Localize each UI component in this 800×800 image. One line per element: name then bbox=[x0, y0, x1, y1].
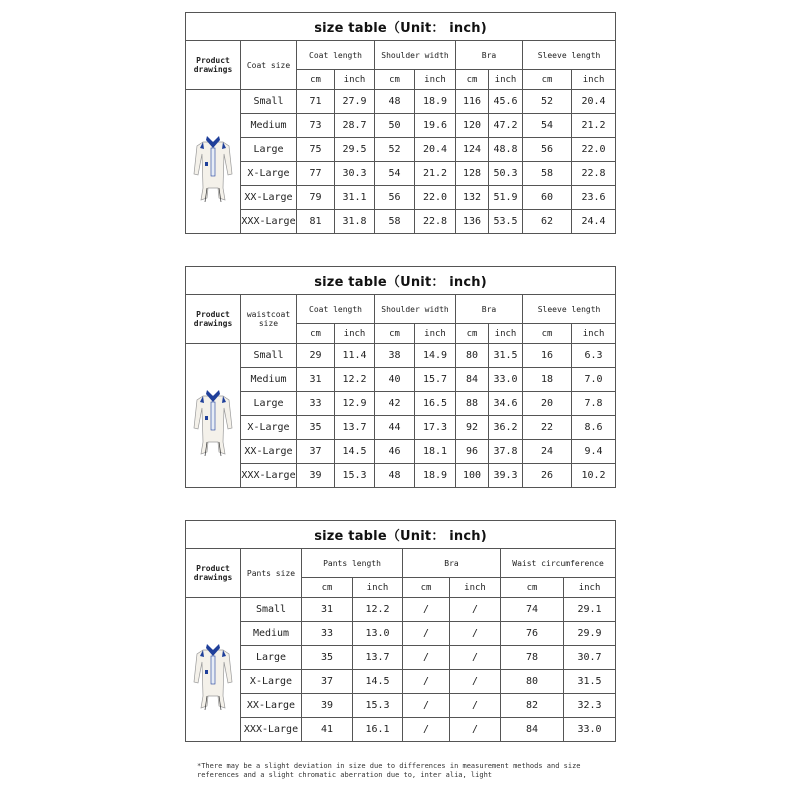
table-cell: 100 bbox=[456, 464, 489, 488]
group-header: Sleeve length bbox=[523, 41, 616, 70]
table-cell: 35 bbox=[297, 416, 335, 440]
jacket-image-icon bbox=[192, 372, 234, 460]
table-cell: 18.9 bbox=[415, 464, 456, 488]
table-title: size table（Unit： inch) bbox=[186, 13, 616, 41]
group-header: Shoulder width bbox=[375, 295, 456, 324]
table-cell: 60 bbox=[523, 186, 572, 210]
size-label: Small bbox=[241, 90, 297, 114]
table-cell: 20.4 bbox=[415, 138, 456, 162]
unit-header: cm bbox=[456, 324, 489, 344]
table-cell: 31.1 bbox=[335, 186, 375, 210]
table-cell: 14.5 bbox=[353, 670, 403, 694]
product-image bbox=[186, 598, 241, 742]
unit-header: inch bbox=[335, 324, 375, 344]
size-label: Medium bbox=[241, 114, 297, 138]
unit-header: inch bbox=[335, 70, 375, 90]
table-cell: / bbox=[450, 598, 501, 622]
table-cell: 29 bbox=[297, 344, 335, 368]
table-cell: / bbox=[450, 718, 501, 742]
unit-header: cm bbox=[375, 70, 415, 90]
table-cell: 39 bbox=[297, 464, 335, 488]
table-cell: 120 bbox=[456, 114, 489, 138]
table-cell: 26 bbox=[523, 464, 572, 488]
unit-header: cm bbox=[501, 578, 564, 598]
table-cell: 16.5 bbox=[415, 392, 456, 416]
group-header: Coat length bbox=[297, 41, 375, 70]
table-cell: 8.6 bbox=[572, 416, 616, 440]
table-cell: 16 bbox=[523, 344, 572, 368]
table-row bbox=[186, 210, 616, 234]
table-cell: 29.9 bbox=[564, 622, 616, 646]
table-cell: 96 bbox=[456, 440, 489, 464]
table-cell: 29.5 bbox=[335, 138, 375, 162]
table-cell: 15.3 bbox=[353, 694, 403, 718]
table-cell: 17.3 bbox=[415, 416, 456, 440]
unit-header: inch bbox=[450, 578, 501, 598]
size-label: XXX-Large bbox=[241, 210, 297, 234]
table-cell: / bbox=[403, 718, 450, 742]
table-cell: 47.2 bbox=[489, 114, 523, 138]
table-cell: 132 bbox=[456, 186, 489, 210]
table-cell: 75 bbox=[297, 138, 335, 162]
table-cell: 81 bbox=[297, 210, 335, 234]
table-cell: 21.2 bbox=[572, 114, 616, 138]
table-row bbox=[186, 162, 616, 186]
unit-header: inch bbox=[572, 324, 616, 344]
size-table-coat bbox=[185, 12, 616, 234]
table-cell: 33 bbox=[302, 622, 353, 646]
unit-header: cm bbox=[302, 578, 353, 598]
table-row bbox=[186, 90, 616, 114]
table-row bbox=[186, 464, 616, 488]
table-cell: 13.0 bbox=[353, 622, 403, 646]
product-drawings-header: Product drawings bbox=[186, 295, 241, 344]
size-label: XX-Large bbox=[241, 440, 297, 464]
size-label: Medium bbox=[241, 622, 302, 646]
table-cell: 48 bbox=[375, 90, 415, 114]
table-cell: / bbox=[450, 694, 501, 718]
size-header: Pants size bbox=[241, 549, 302, 598]
table-cell: / bbox=[403, 670, 450, 694]
table-cell: 20.4 bbox=[572, 90, 616, 114]
table-cell: 28.7 bbox=[335, 114, 375, 138]
table-cell: 29.1 bbox=[564, 598, 616, 622]
table-cell: 16.1 bbox=[353, 718, 403, 742]
size-label: XXX-Large bbox=[241, 718, 302, 742]
table-cell: 52 bbox=[375, 138, 415, 162]
unit-header: inch bbox=[489, 324, 523, 344]
unit-header: cm bbox=[456, 70, 489, 90]
group-header: Waist circumference bbox=[501, 549, 616, 578]
unit-header: inch bbox=[415, 70, 456, 90]
size-table-pants bbox=[185, 520, 616, 742]
table-row bbox=[186, 598, 616, 622]
table-cell: 53.5 bbox=[489, 210, 523, 234]
table-cell: / bbox=[403, 622, 450, 646]
table-row bbox=[186, 440, 616, 464]
table-cell: 38 bbox=[375, 344, 415, 368]
unit-header: cm bbox=[523, 70, 572, 90]
table-cell: 34.6 bbox=[489, 392, 523, 416]
table-cell: 18.9 bbox=[415, 90, 456, 114]
table-cell: 136 bbox=[456, 210, 489, 234]
table-cell: 22.0 bbox=[572, 138, 616, 162]
table-cell: 37 bbox=[302, 670, 353, 694]
table-cell: 80 bbox=[456, 344, 489, 368]
table-cell: 50.3 bbox=[489, 162, 523, 186]
table-row bbox=[186, 138, 616, 162]
table-cell: 27.9 bbox=[335, 90, 375, 114]
table-cell: 56 bbox=[375, 186, 415, 210]
table-cell: 18 bbox=[523, 368, 572, 392]
table-cell: 88 bbox=[456, 392, 489, 416]
size-label: Small bbox=[241, 344, 297, 368]
table-cell: 10.2 bbox=[572, 464, 616, 488]
group-header: Bra bbox=[403, 549, 501, 578]
table-cell: 14.5 bbox=[335, 440, 375, 464]
table-cell: 13.7 bbox=[353, 646, 403, 670]
table-cell: 58 bbox=[375, 210, 415, 234]
size-header: waistcoat size bbox=[241, 295, 297, 344]
unit-header: cm bbox=[297, 324, 335, 344]
table-cell: 36.2 bbox=[489, 416, 523, 440]
table-cell: / bbox=[403, 598, 450, 622]
table-cell: 92 bbox=[456, 416, 489, 440]
table-cell: 84 bbox=[456, 368, 489, 392]
table-cell: 31 bbox=[302, 598, 353, 622]
unit-header: inch bbox=[572, 70, 616, 90]
table-row bbox=[186, 368, 616, 392]
table-cell: 35 bbox=[302, 646, 353, 670]
table-cell: 33 bbox=[297, 392, 335, 416]
jacket-image-icon bbox=[192, 118, 234, 206]
group-header: Sleeve length bbox=[523, 295, 616, 324]
table-cell: / bbox=[450, 622, 501, 646]
size-label: XX-Large bbox=[241, 186, 297, 210]
table-cell: / bbox=[450, 670, 501, 694]
table-row bbox=[186, 670, 616, 694]
product-drawings-header: Product drawings bbox=[186, 41, 241, 90]
table-cell: 31.5 bbox=[564, 670, 616, 694]
table-row bbox=[186, 114, 616, 138]
table-cell: 51.9 bbox=[489, 186, 523, 210]
table-cell: 19.6 bbox=[415, 114, 456, 138]
unit-header: inch bbox=[489, 70, 523, 90]
table-row bbox=[186, 344, 616, 368]
table-cell: 15.7 bbox=[415, 368, 456, 392]
table-row bbox=[186, 416, 616, 440]
size-label: Medium bbox=[241, 368, 297, 392]
size-label: XXX-Large bbox=[241, 464, 297, 488]
table-cell: 48.8 bbox=[489, 138, 523, 162]
table-cell: 48 bbox=[375, 464, 415, 488]
table-cell: 73 bbox=[297, 114, 335, 138]
table-cell: 46 bbox=[375, 440, 415, 464]
table-cell: 24.4 bbox=[572, 210, 616, 234]
table-cell: 78 bbox=[501, 646, 564, 670]
size-label: X-Large bbox=[241, 162, 297, 186]
table-title: size table（Unit： inch) bbox=[186, 267, 616, 295]
table-cell: 30.7 bbox=[564, 646, 616, 670]
table-cell: 6.3 bbox=[572, 344, 616, 368]
size-header: Coat size bbox=[241, 41, 297, 90]
jacket-image-icon bbox=[192, 626, 234, 714]
table-cell: 82 bbox=[501, 694, 564, 718]
group-header: Bra bbox=[456, 41, 523, 70]
table-cell: 128 bbox=[456, 162, 489, 186]
table-cell: 74 bbox=[501, 598, 564, 622]
table-cell: 45.6 bbox=[489, 90, 523, 114]
table-cell: 39.3 bbox=[489, 464, 523, 488]
unit-header: cm bbox=[403, 578, 450, 598]
size-label: XX-Large bbox=[241, 694, 302, 718]
table-cell: 77 bbox=[297, 162, 335, 186]
table-cell: 52 bbox=[523, 90, 572, 114]
table-cell: 76 bbox=[501, 622, 564, 646]
unit-header: inch bbox=[353, 578, 403, 598]
table-row bbox=[186, 646, 616, 670]
group-header: Pants length bbox=[302, 549, 403, 578]
table-cell: 7.0 bbox=[572, 368, 616, 392]
table-cell: 41 bbox=[302, 718, 353, 742]
table-cell: 116 bbox=[456, 90, 489, 114]
group-header: Bra bbox=[456, 295, 523, 324]
size-label: Small bbox=[241, 598, 302, 622]
table-cell: 31.8 bbox=[335, 210, 375, 234]
table-cell: 12.9 bbox=[335, 392, 375, 416]
table-cell: 39 bbox=[302, 694, 353, 718]
table-cell: 40 bbox=[375, 368, 415, 392]
table-cell: 37.8 bbox=[489, 440, 523, 464]
table-cell: / bbox=[403, 694, 450, 718]
table-cell: 84 bbox=[501, 718, 564, 742]
size-label: X-Large bbox=[241, 416, 297, 440]
product-drawings-header: Product drawings bbox=[186, 549, 241, 598]
table-cell: 37 bbox=[297, 440, 335, 464]
size-label: Large bbox=[241, 646, 302, 670]
group-header: Shoulder width bbox=[375, 41, 456, 70]
table-cell: 22.0 bbox=[415, 186, 456, 210]
unit-header: cm bbox=[375, 324, 415, 344]
table-cell: 22 bbox=[523, 416, 572, 440]
table-cell: 21.2 bbox=[415, 162, 456, 186]
table-cell: 23.6 bbox=[572, 186, 616, 210]
unit-header: cm bbox=[523, 324, 572, 344]
table-cell: 33.0 bbox=[564, 718, 616, 742]
table-cell: 54 bbox=[375, 162, 415, 186]
table-cell: 20 bbox=[523, 392, 572, 416]
table-cell: 12.2 bbox=[353, 598, 403, 622]
table-cell: 14.9 bbox=[415, 344, 456, 368]
table-cell: / bbox=[450, 646, 501, 670]
table-cell: 62 bbox=[523, 210, 572, 234]
unit-header: inch bbox=[415, 324, 456, 344]
table-cell: 9.4 bbox=[572, 440, 616, 464]
table-cell: 24 bbox=[523, 440, 572, 464]
table-cell: 32.3 bbox=[564, 694, 616, 718]
table-row bbox=[186, 718, 616, 742]
product-image bbox=[186, 90, 241, 234]
table-cell: 13.7 bbox=[335, 416, 375, 440]
unit-header: cm bbox=[297, 70, 335, 90]
size-label: X-Large bbox=[241, 670, 302, 694]
table-cell: 15.3 bbox=[335, 464, 375, 488]
size-table-waistcoat bbox=[185, 266, 616, 488]
table-cell: 50 bbox=[375, 114, 415, 138]
table-cell: 56 bbox=[523, 138, 572, 162]
table-cell: 22.8 bbox=[415, 210, 456, 234]
size-label: Large bbox=[241, 392, 297, 416]
table-cell: 79 bbox=[297, 186, 335, 210]
table-title: size table（Unit： inch) bbox=[186, 521, 616, 549]
table-cell: 7.8 bbox=[572, 392, 616, 416]
table-cell: 31 bbox=[297, 368, 335, 392]
table-cell: 124 bbox=[456, 138, 489, 162]
table-cell: 12.2 bbox=[335, 368, 375, 392]
table-cell: 22.8 bbox=[572, 162, 616, 186]
table-row bbox=[186, 622, 616, 646]
table-cell: 42 bbox=[375, 392, 415, 416]
table-row bbox=[186, 694, 616, 718]
table-row bbox=[186, 186, 616, 210]
table-cell: 30.3 bbox=[335, 162, 375, 186]
table-cell: 54 bbox=[523, 114, 572, 138]
table-cell: 33.0 bbox=[489, 368, 523, 392]
table-cell: 11.4 bbox=[335, 344, 375, 368]
table-row bbox=[186, 392, 616, 416]
table-cell: / bbox=[403, 646, 450, 670]
table-cell: 71 bbox=[297, 90, 335, 114]
size-deviation-note: *There may be a slight deviation in size due to differences in measurement methods and size references and a slight chromatic aberration due to, inter alia, light bbox=[197, 762, 581, 779]
table-cell: 80 bbox=[501, 670, 564, 694]
unit-header: inch bbox=[564, 578, 616, 598]
table-cell: 18.1 bbox=[415, 440, 456, 464]
table-cell: 58 bbox=[523, 162, 572, 186]
table-cell: 31.5 bbox=[489, 344, 523, 368]
table-cell: 44 bbox=[375, 416, 415, 440]
product-image bbox=[186, 344, 241, 488]
group-header: Coat length bbox=[297, 295, 375, 324]
size-label: Large bbox=[241, 138, 297, 162]
